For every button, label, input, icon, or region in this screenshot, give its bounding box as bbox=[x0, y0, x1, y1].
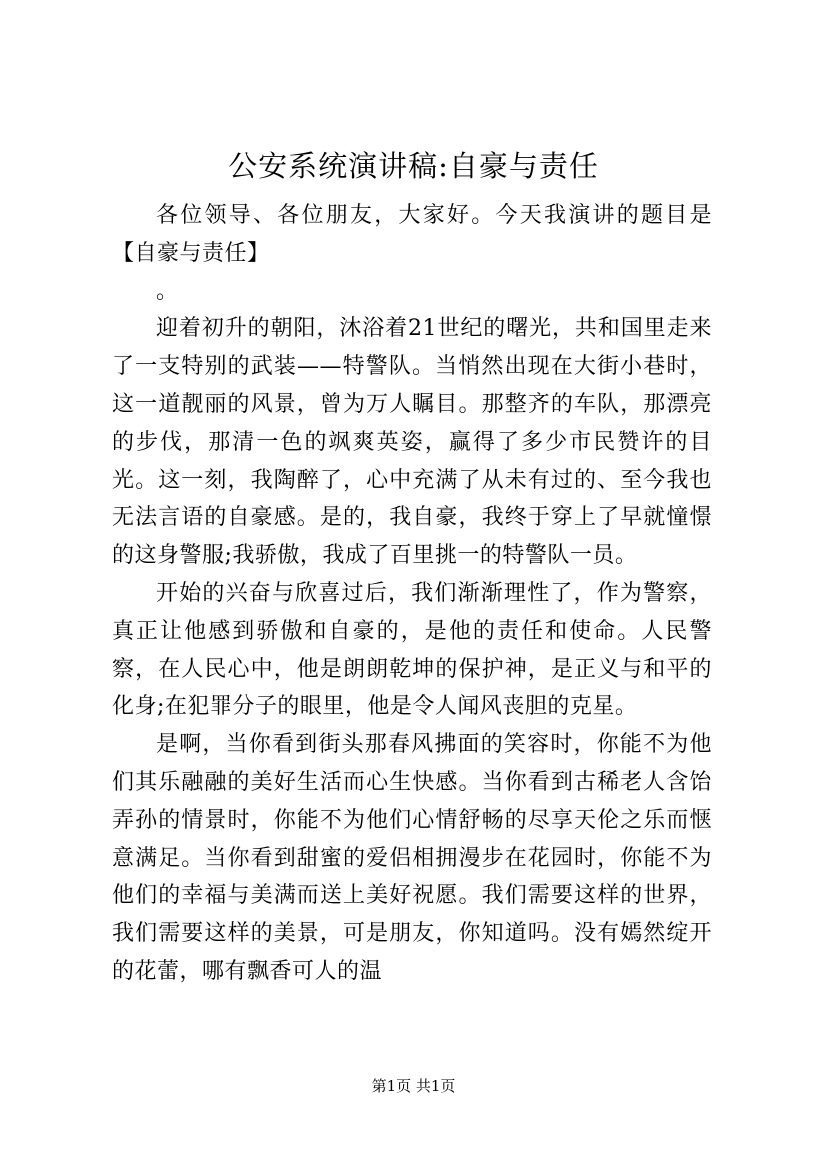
document-body bbox=[112, 197, 712, 991]
paragraph-period: 。 bbox=[156, 278, 179, 304]
paragraph-responsibility: 开始的兴奋与欣喜过后，我们渐渐理性了，作为警察，真正让他感到骄傲和自豪的，是他的责任和使命。人民警察，在人民心中，他是朗朗乾坤的保护神，是正义与和平的化身;在犯罪分子的眼里，他是令人闻风丧胆的克星。 bbox=[112, 580, 712, 720]
page-footer: 第1页 共1页 bbox=[371, 1077, 456, 1095]
paragraph-greeting: 各位领导、各位朋友，大家好。今天我演讲的题目是【自豪与责任】 bbox=[112, 203, 712, 266]
paragraph-sunrise: 迎着初升的朝阳，沐浴着21世纪的曙光，共和国里走来了一支特别的武装——特警队。当悄然出现在大街小巷时，这一道靓丽的风景，曾为万人瞩目。那整齐的车队，那漂亮的步伐，那清一色的飒爽英姿，赢得了多少市民赞许的目光。这一刻，我陶醉了，心中充满了从未有过的、至今我也无法言语的自豪感。是的，我自豪，我终于穿上了早就憧憬的这身警服;我骄傲，我成了百里挑一的特警队一员。 bbox=[112, 316, 712, 569]
document-title: 公安系统演讲稿:自豪与责任 bbox=[228, 149, 599, 183]
paragraph-scenes: 是啊，当你看到街头那春风拂面的笑容时，你能不为他们其乐融融的美好生活而心生快感。当你看到古稀老人含饴弄孙的情景时，你能不为他们心情舒畅的尽享天伦之乐而惬意满足。当你看到甜蜜的爱侣相拥漫步在花园时，你能不为他们的幸福与美满而送上美好祝愿。我们需要这样的世界，我们需要这样的美景，可是朋友，你知道吗。没有嫣然绽开的花蕾，哪有飘香可人的温 bbox=[112, 732, 712, 984]
